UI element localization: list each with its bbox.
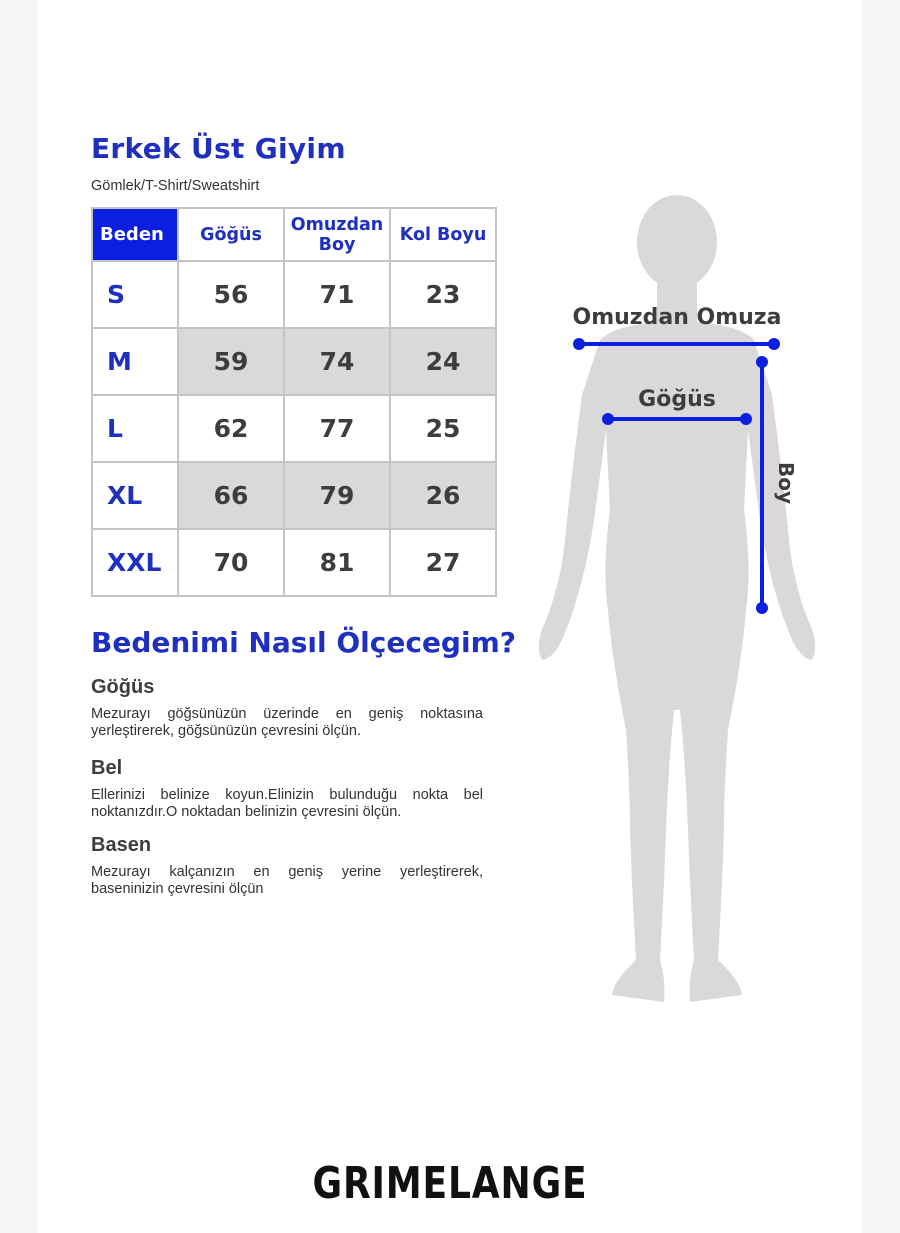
shoulder-label: Omuzdan Omuza — [572, 305, 782, 330]
table-row — [92, 328, 496, 395]
header-omuzdan-boy — [284, 208, 390, 261]
section-heading-gogus: Göğüs — [91, 676, 155, 698]
size-label: XL — [92, 462, 178, 529]
section-text-gogus: Mezurayı göğsünüzün üzerinde en geniş noktasına yerleştirerek, göğsünüzün çevresini ölçün. — [91, 706, 483, 739]
size-label: S — [92, 261, 178, 328]
section-heading-basen: Basen — [91, 834, 152, 856]
table-row — [92, 529, 496, 596]
header-kol-boyu: Kol Boyu — [390, 208, 496, 261]
cell-omuzdan-boy: 81 — [284, 529, 390, 596]
header-beden: Beden — [92, 208, 178, 261]
cell-gogus: 59 — [178, 328, 284, 395]
cell-omuzdan-boy: 74 — [284, 328, 390, 395]
cell-kol-boyu: 27 — [390, 529, 496, 596]
size-table — [91, 207, 497, 597]
table-row — [92, 462, 496, 529]
size-label: XXL — [92, 529, 178, 596]
page-subtitle: Gömlek/T-Shirt/Sweatshirt — [91, 178, 260, 194]
table-header-row — [92, 208, 496, 261]
section-text-basen: Mezurayı kalçanızın en geniş yerine yerleştirerek, baseninizin çevresini ölçün — [91, 864, 483, 897]
cell-gogus: 62 — [178, 395, 284, 462]
cell-gogus: 70 — [178, 529, 284, 596]
section-text-bel: Ellerinizi belinize koyun.Elinizin bulunduğu nokta bel noktanızdır.O noktadan belinizin çevresini ölçün. — [91, 787, 483, 820]
size-label: L — [92, 395, 178, 462]
page-title: Erkek Üst Giyim — [91, 132, 346, 165]
chest-label: Göğüs — [638, 387, 716, 412]
length-label: Boy — [774, 462, 798, 505]
cell-kol-boyu: 24 — [390, 328, 496, 395]
cell-gogus: 56 — [178, 261, 284, 328]
section-heading-bel: Bel — [91, 757, 123, 779]
table-row — [92, 261, 496, 328]
size-label: M — [92, 328, 178, 395]
cell-kol-boyu: 25 — [390, 395, 496, 462]
cell-omuzdan-boy: 77 — [284, 395, 390, 462]
cell-kol-boyu: 26 — [390, 462, 496, 529]
header-omuzdan-boy-label: Omuzdan Boy — [290, 214, 384, 255]
cell-gogus: 66 — [178, 462, 284, 529]
cell-omuzdan-boy: 79 — [284, 462, 390, 529]
header-gogus: Göğüs — [178, 208, 284, 261]
table-row — [92, 395, 496, 462]
cell-omuzdan-boy: 71 — [284, 261, 390, 328]
brand-logo: GRIMELANGE — [312, 1158, 588, 1209]
cell-kol-boyu: 23 — [390, 261, 496, 328]
howto-title: Bedenimi Nasıl Ölçecegim? — [91, 626, 516, 659]
body-measurement-figure — [520, 190, 830, 1010]
